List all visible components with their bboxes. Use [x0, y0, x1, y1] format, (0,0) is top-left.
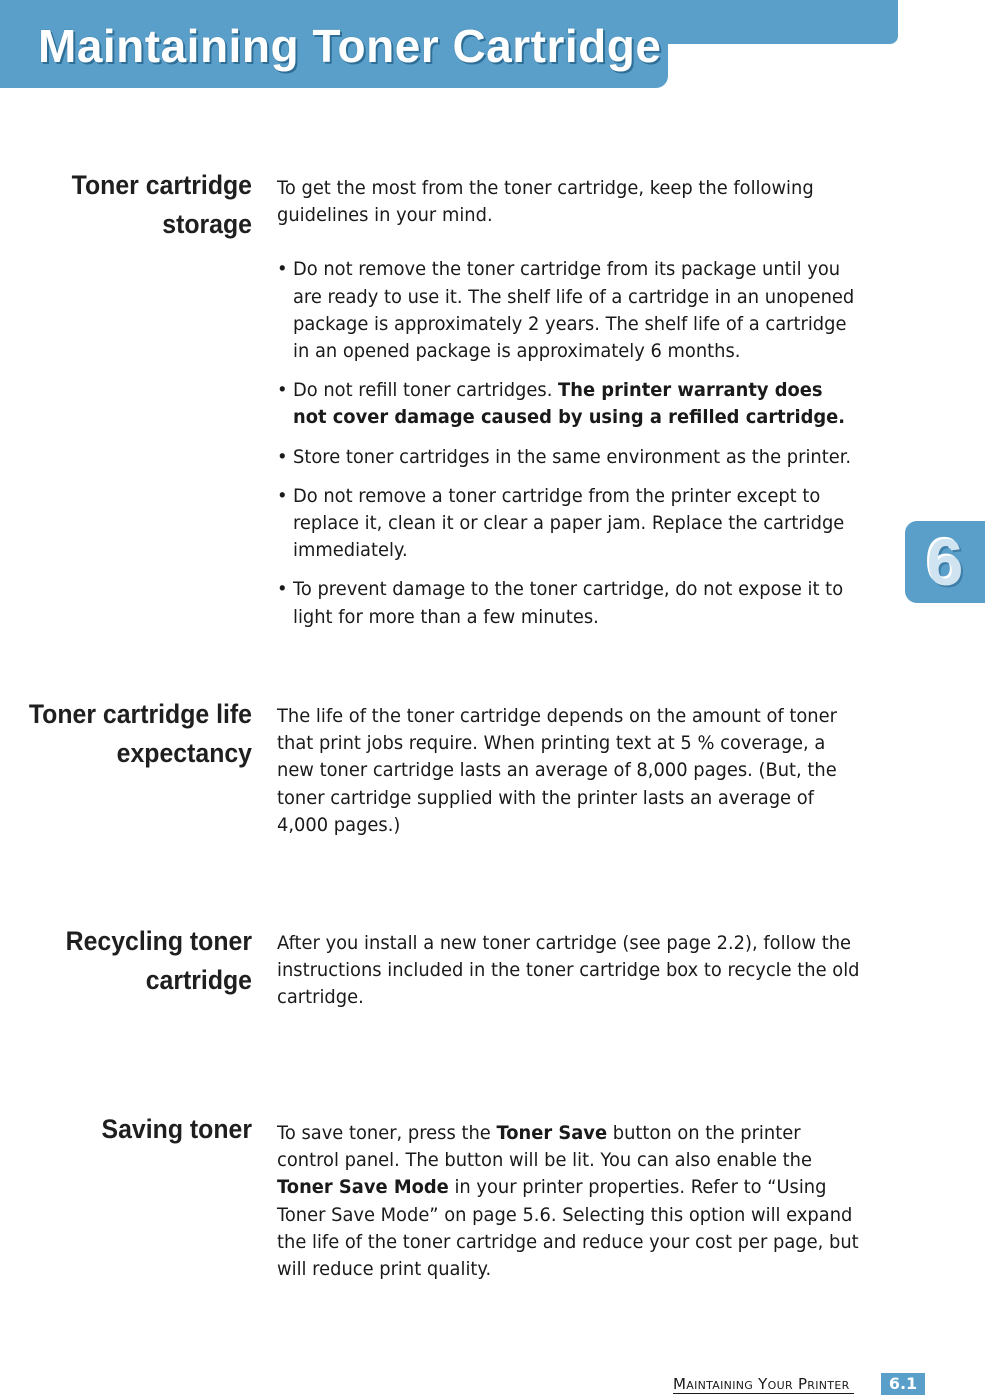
saving-text-part: button on the printer control panel. The button will be lit. You can also enable the — [277, 1122, 812, 1172]
section-body-life-expectancy — [277, 703, 860, 839]
storage-guidelines-list — [277, 256, 860, 630]
heading-line: expectancy — [116, 738, 252, 768]
list-item-text: Do not remove a toner cartridge from the printer except to replace it, clean it or clear a paper jam. Replace the cartridge immediately. — [292, 484, 845, 562]
list-item — [277, 576, 860, 630]
warranty-warning: The printer warranty does not cover damage caused by using a refilled cartridge. — [292, 379, 846, 429]
storage-intro: To get the most from the toner cartridge, keep the following guidelines in your mind. — [277, 177, 814, 227]
section-body-recycling — [277, 930, 860, 1012]
list-item-text: Do not refill toner cartridges. — [292, 379, 559, 402]
toner-save-button-name: Toner Save — [496, 1122, 608, 1144]
page-title: Maintaining Toner Cartridge — [38, 20, 662, 72]
list-item — [277, 444, 860, 471]
section-heading-storage — [13, 166, 252, 244]
list-item — [277, 377, 860, 431]
footer-chapter-label: Maintaining Your Printer — [673, 1375, 854, 1394]
list-item-text: Do not remove the toner cartridge from its package until you are ready to use it. The shelf life of a cartridge in an unopened package is approximately 2 years. The shelf life of a cartridge in an opened package is approximately 6 months. — [292, 258, 855, 363]
saving-text-part: To save toner, press the — [277, 1122, 497, 1144]
heading-line: Recycling toner — [65, 926, 252, 956]
chapter-tab — [905, 521, 985, 603]
saving-toner-text — [277, 1120, 860, 1283]
heading-line: Toner cartridge — [71, 170, 253, 200]
section-heading-saving-toner — [13, 1110, 252, 1149]
section-body-storage — [277, 175, 860, 643]
list-item — [277, 256, 860, 365]
heading-line: cartridge — [145, 965, 252, 995]
life-expectancy-text: The life of the toner cartridge depends on the amount of toner that print jobs require. When printing text at 5 % coverage, a new toner cartridge lasts an average of 8,000 pages. (But, the toner cartridge supplied with the printer lasts an average of 4,000 pages.) — [277, 705, 837, 836]
saving-text-part: in your printer properties. Refer to “Using Toner Save Mode” on page 5.6. Selecting this option will expand the life of the toner cartridge and reduce your cost per page, but will reduce print quality. — [277, 1176, 859, 1281]
heading-line: storage — [162, 209, 252, 239]
chapter-number: 6 — [926, 525, 964, 599]
recycling-text: After you install a new toner cartridge (see page 2.2), follow the instructions included in the toner cartridge box to recycle the old cartridge. — [277, 932, 860, 1009]
heading-line: Toner cartridge life — [28, 699, 253, 729]
list-item — [277, 483, 860, 565]
heading-line: Saving toner — [101, 1114, 252, 1144]
footer-page-number: 6.1 — [881, 1373, 925, 1395]
list-item-text: Store toner cartridges in the same environment as the printer. — [292, 445, 852, 468]
section-heading-recycling — [13, 922, 252, 1000]
section-heading-life-expectancy — [13, 695, 252, 773]
section-body-saving-toner — [277, 1120, 860, 1283]
list-item-text: To prevent damage to the toner cartridge, do not expose it to light for more than a few minutes. — [292, 578, 844, 628]
page-footer — [673, 1373, 933, 1395]
toner-save-mode-name: Toner Save Mode — [277, 1176, 449, 1199]
title-banner-strip — [660, 0, 898, 44]
